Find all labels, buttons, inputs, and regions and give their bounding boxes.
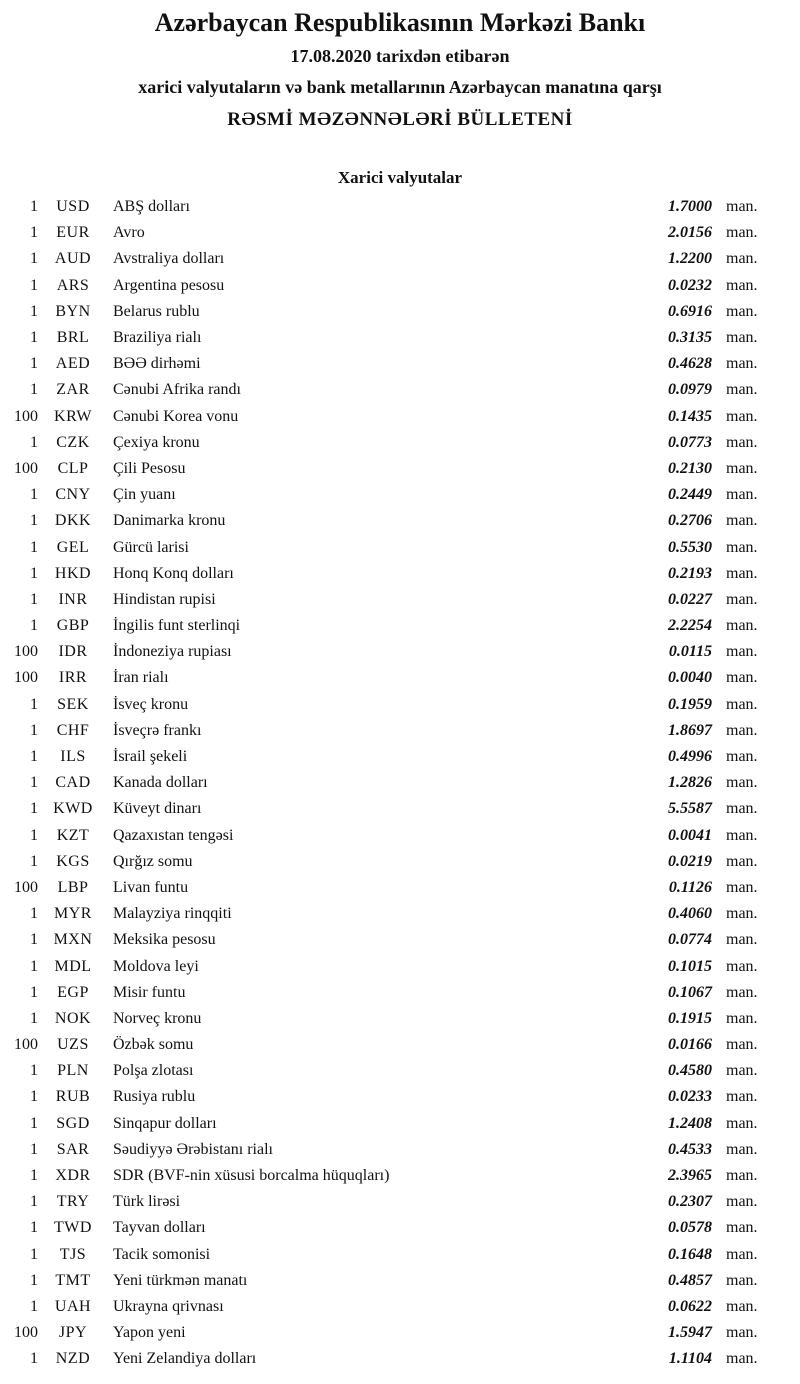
currency-code-cell: KZT xyxy=(56,826,90,844)
rate-cell: 0.0979 xyxy=(668,381,712,399)
nominal-cell: 1 xyxy=(30,486,38,504)
rate-cell: 1.2408 xyxy=(668,1114,712,1132)
currency-name-cell: Yapon yeni xyxy=(113,1324,186,1342)
unit-cell: man. xyxy=(726,302,758,320)
currency-name-cell: Küveyt dinarı xyxy=(113,800,202,818)
nominal-cell: 1 xyxy=(30,381,38,399)
currency-name-cell: Cənubi Afrika randı xyxy=(113,381,241,399)
rate-cell: 1.1104 xyxy=(668,1350,712,1368)
bulletin-header xyxy=(0,0,800,137)
rate-cell: 0.3135 xyxy=(668,329,712,347)
table-row xyxy=(0,194,800,220)
currency-name-cell: Avstraliya dolları xyxy=(113,250,225,268)
table-row xyxy=(0,718,800,744)
unit-cell: man. xyxy=(726,1088,758,1106)
unit-cell: man. xyxy=(726,250,758,268)
nominal-cell: 1 xyxy=(30,1167,38,1185)
table-row xyxy=(0,692,800,718)
unit-cell: man. xyxy=(726,1271,758,1289)
bulletin-title: RƏSMİ MƏZƏNNƏLƏRİ BÜLLETENİ xyxy=(227,109,573,130)
currency-code-cell: MXN xyxy=(53,931,93,949)
bulletin-subtitle: xarici valyutaların və bank metallarının Azərbaycan manatına qarşı xyxy=(138,77,662,97)
table-row xyxy=(0,980,800,1006)
currency-name-cell: İsveçrə frankı xyxy=(113,721,202,739)
currency-name-cell: BƏƏ dirhəmi xyxy=(113,355,201,373)
table-row xyxy=(0,430,800,456)
unit-cell: man. xyxy=(726,695,758,713)
table-row xyxy=(0,1163,800,1189)
table-row xyxy=(0,613,800,639)
currency-code-cell: BYN xyxy=(55,302,91,320)
rate-cell: 0.2193 xyxy=(668,564,712,582)
currency-code-cell: TJS xyxy=(59,1245,87,1263)
unit-cell: man. xyxy=(726,538,758,556)
currency-code-cell: RUB xyxy=(55,1088,91,1106)
currency-code-cell: UAH xyxy=(54,1297,92,1315)
currency-name-cell: Cənubi Korea vonu xyxy=(113,407,239,425)
table-row xyxy=(0,299,800,325)
currency-name-cell: Çili Pesosu xyxy=(113,459,186,477)
rate-cell: 0.4580 xyxy=(668,1062,712,1080)
currency-name-cell: Yeni türkmən manatı xyxy=(113,1271,248,1289)
currency-code-cell: INR xyxy=(58,590,88,608)
currency-name-cell: İran rialı xyxy=(113,669,169,687)
nominal-cell: 1 xyxy=(30,1271,38,1289)
table-row xyxy=(0,665,800,691)
currency-code-cell: CAD xyxy=(55,774,91,792)
currency-code-cell: IDR xyxy=(58,643,88,661)
nominal-cell: 100 xyxy=(14,1036,38,1054)
currency-code-cell: XDR xyxy=(55,1167,91,1185)
rate-cell: 2.3965 xyxy=(668,1167,712,1185)
nominal-cell: 1 xyxy=(30,931,38,949)
unit-cell: man. xyxy=(726,669,758,687)
currency-code-cell: AED xyxy=(55,355,91,373)
rate-cell: 5.5587 xyxy=(668,800,712,818)
table-row xyxy=(0,534,800,560)
table-row xyxy=(0,1137,800,1163)
nominal-cell: 1 xyxy=(30,564,38,582)
currency-name-cell: Səudiyyə Ərəbistanı rialı xyxy=(113,1140,273,1158)
table-row xyxy=(0,404,800,430)
rate-cell: 0.4060 xyxy=(668,905,712,923)
nominal-cell: 1 xyxy=(30,774,38,792)
currency-code-cell: TRY xyxy=(56,1193,90,1211)
unit-cell: man. xyxy=(726,1114,758,1132)
unit-cell: man. xyxy=(726,1219,758,1237)
table-row xyxy=(0,796,800,822)
currency-name-cell: Ukrayna qrivnası xyxy=(113,1297,224,1315)
nominal-cell: 1 xyxy=(30,1193,38,1211)
unit-cell: man. xyxy=(726,617,758,635)
rate-cell: 0.4996 xyxy=(668,748,712,766)
nominal-cell: 1 xyxy=(30,617,38,635)
currency-name-cell: Argentina pesosu xyxy=(113,276,225,294)
currency-code-cell: CNY xyxy=(55,486,91,504)
currency-code-cell: JPY xyxy=(58,1324,88,1342)
nominal-cell: 1 xyxy=(30,538,38,556)
unit-cell: man. xyxy=(726,748,758,766)
section-title-foreign-currencies: Xarici valyutalar xyxy=(337,168,463,187)
rate-cell: 0.0219 xyxy=(668,852,712,870)
nominal-cell: 1 xyxy=(30,329,38,347)
currency-name-cell: Kanada dolları xyxy=(113,774,208,792)
unit-cell: man. xyxy=(726,459,758,477)
rate-cell: 0.6916 xyxy=(668,302,712,320)
nominal-cell: 1 xyxy=(30,224,38,242)
table-row xyxy=(0,508,800,534)
currency-name-cell: Belarus rublu xyxy=(113,302,200,320)
table-row xyxy=(0,927,800,953)
currency-code-cell: CZK xyxy=(56,433,90,451)
currency-code-cell: HKD xyxy=(54,564,92,582)
currency-code-cell: ZAR xyxy=(56,381,90,399)
unit-cell: man. xyxy=(726,1167,758,1185)
currency-code-cell: TMT xyxy=(55,1271,91,1289)
currency-name-cell: Çin yuanı xyxy=(113,486,176,504)
unit-cell: man. xyxy=(726,1245,758,1263)
currency-code-cell: MYR xyxy=(54,905,92,923)
currency-code-cell: NOK xyxy=(54,1009,92,1027)
currency-name-cell: İndoneziya rupiası xyxy=(113,643,232,661)
rate-cell: 0.1915 xyxy=(668,1009,712,1027)
table-row xyxy=(0,273,800,299)
unit-cell: man. xyxy=(726,1062,758,1080)
table-row xyxy=(0,246,800,272)
table-row xyxy=(0,1032,800,1058)
table-row xyxy=(0,1242,800,1268)
table-row xyxy=(0,823,800,849)
rate-cell: 0.4533 xyxy=(668,1140,712,1158)
nominal-cell: 100 xyxy=(14,878,38,896)
nominal-cell: 1 xyxy=(30,512,38,530)
unit-cell: man. xyxy=(726,721,758,739)
rate-cell: 0.1015 xyxy=(668,957,712,975)
nominal-cell: 1 xyxy=(30,1009,38,1027)
currency-code-cell: EGP xyxy=(57,983,89,1001)
rate-cell: 0.2307 xyxy=(668,1193,712,1211)
unit-cell: man. xyxy=(726,905,758,923)
rate-cell: 0.0773 xyxy=(668,433,712,451)
rate-cell: 0.0115 xyxy=(668,643,712,661)
currency-code-cell: SGD xyxy=(56,1114,90,1132)
table-row xyxy=(0,587,800,613)
currency-name-cell: Misir funtu xyxy=(113,983,186,1001)
currency-code-cell: CHF xyxy=(56,721,90,739)
unit-cell: man. xyxy=(726,329,758,347)
rate-cell: 0.0227 xyxy=(668,590,712,608)
nominal-cell: 100 xyxy=(14,669,38,687)
unit-cell: man. xyxy=(726,564,758,582)
nominal-cell: 1 xyxy=(30,852,38,870)
currency-name-cell: Moldova leyi xyxy=(113,957,199,975)
currency-code-cell: BRL xyxy=(56,329,90,347)
currency-code-cell: ARS xyxy=(56,276,90,294)
table-row xyxy=(0,351,800,377)
table-row xyxy=(0,1189,800,1215)
table-row xyxy=(0,1320,800,1346)
currency-name-cell: Livan funtu xyxy=(113,878,189,896)
currency-name-cell: Gürcü larisi xyxy=(113,538,189,556)
nominal-cell: 1 xyxy=(30,1062,38,1080)
currency-code-cell: ILS xyxy=(60,748,86,766)
unit-cell: man. xyxy=(726,931,758,949)
nominal-cell: 1 xyxy=(30,433,38,451)
currency-name-cell: Hindistan rupisi xyxy=(113,590,216,608)
unit-cell: man. xyxy=(726,1324,758,1342)
nominal-cell: 100 xyxy=(14,407,38,425)
currency-code-cell: USD xyxy=(56,198,90,216)
currency-name-cell: İsrail şekeli xyxy=(113,748,188,766)
currency-code-cell: AUD xyxy=(54,250,92,268)
rate-cell: 0.0040 xyxy=(668,669,712,687)
nominal-cell: 1 xyxy=(30,748,38,766)
nominal-cell: 1 xyxy=(30,276,38,294)
rate-cell: 0.0233 xyxy=(668,1088,712,1106)
table-row xyxy=(0,744,800,770)
table-row xyxy=(0,849,800,875)
currency-code-cell: KRW xyxy=(54,407,92,425)
rate-cell: 0.2130 xyxy=(668,459,712,477)
table-row xyxy=(0,875,800,901)
currency-code-cell: KWD xyxy=(53,800,93,818)
currency-name-cell: SDR (BVF-nin xüsusi borcalma hüquqları) xyxy=(113,1167,390,1185)
nominal-cell: 1 xyxy=(30,198,38,216)
rate-cell: 0.2706 xyxy=(668,512,712,530)
unit-cell: man. xyxy=(726,1036,758,1054)
currency-code-cell: LBP xyxy=(57,878,89,896)
currency-code-cell: GBP xyxy=(56,617,90,635)
currency-code-cell: SAR xyxy=(56,1140,90,1158)
rate-cell: 2.0156 xyxy=(668,224,712,242)
unit-cell: man. xyxy=(726,878,758,896)
unit-cell: man. xyxy=(726,774,758,792)
unit-cell: man. xyxy=(726,433,758,451)
rate-cell: 1.2826 xyxy=(668,774,712,792)
currency-name-cell: Türk lirəsi xyxy=(113,1193,181,1211)
nominal-cell: 1 xyxy=(30,800,38,818)
nominal-cell: 1 xyxy=(30,695,38,713)
currency-name-cell: Honq Konq dolları xyxy=(113,564,234,582)
table-row xyxy=(0,639,800,665)
nominal-cell: 1 xyxy=(30,905,38,923)
nominal-cell: 1 xyxy=(30,250,38,268)
currency-name-cell: ABŞ dolları xyxy=(113,198,190,216)
nominal-cell: 1 xyxy=(30,1219,38,1237)
table-row xyxy=(0,1294,800,1320)
rate-cell: 0.1435 xyxy=(668,407,712,425)
rate-cell: 0.5530 xyxy=(668,538,712,556)
table-row xyxy=(0,377,800,403)
currency-name-cell: Polşa zlotası xyxy=(113,1062,194,1080)
unit-cell: man. xyxy=(726,381,758,399)
unit-cell: man. xyxy=(726,355,758,373)
currency-name-cell: Qırğız somu xyxy=(113,852,193,870)
currency-code-cell: KGS xyxy=(56,852,90,870)
rate-cell: 0.0166 xyxy=(668,1036,712,1054)
table-row xyxy=(0,1215,800,1241)
unit-cell: man. xyxy=(726,1297,758,1315)
currency-code-cell: GEL xyxy=(56,538,90,556)
nominal-cell: 1 xyxy=(30,590,38,608)
currency-name-cell: Malayziya rinqqiti xyxy=(113,905,232,923)
rate-cell: 0.1126 xyxy=(668,878,712,896)
currency-name-cell: Norveç kronu xyxy=(113,1009,202,1027)
currency-name-cell: Tacik somonisi xyxy=(113,1245,211,1263)
rate-cell: 1.7000 xyxy=(668,198,712,216)
unit-cell: man. xyxy=(726,800,758,818)
rate-cell: 0.1648 xyxy=(668,1245,712,1263)
rate-cell: 0.4628 xyxy=(668,355,712,373)
currency-name-cell: Özbək somu xyxy=(113,1036,194,1054)
table-row xyxy=(0,770,800,796)
currency-name-cell: Sinqapur dolları xyxy=(113,1114,217,1132)
table-row xyxy=(0,1058,800,1084)
nominal-cell: 1 xyxy=(30,957,38,975)
nominal-cell: 1 xyxy=(30,1245,38,1263)
currency-name-cell: Meksika pesosu xyxy=(113,931,216,949)
unit-cell: man. xyxy=(726,1009,758,1027)
table-row xyxy=(0,901,800,927)
nominal-cell: 1 xyxy=(30,355,38,373)
rate-cell: 1.5947 xyxy=(668,1324,712,1342)
table-row xyxy=(0,1006,800,1032)
currency-name-cell: Avro xyxy=(113,224,145,242)
currency-code-cell: EUR xyxy=(56,224,90,242)
currency-code-cell: SEK xyxy=(57,695,89,713)
currency-name-cell: Danimarka kronu xyxy=(113,512,226,530)
rate-cell: 0.0041 xyxy=(668,826,712,844)
unit-cell: man. xyxy=(726,852,758,870)
nominal-cell: 100 xyxy=(14,1324,38,1342)
currency-name-cell: Tayvan dolları xyxy=(113,1219,206,1237)
nominal-cell: 1 xyxy=(30,983,38,1001)
unit-cell: man. xyxy=(726,198,758,216)
nominal-cell: 100 xyxy=(14,459,38,477)
unit-cell: man. xyxy=(726,590,758,608)
currency-name-cell: Braziliya rialı xyxy=(113,329,202,347)
rate-cell: 0.4857 xyxy=(668,1271,712,1289)
rate-cell: 0.0578 xyxy=(668,1219,712,1237)
rate-cell: 0.1067 xyxy=(668,983,712,1001)
currency-code-cell: PLN xyxy=(57,1062,89,1080)
unit-cell: man. xyxy=(726,643,758,661)
currency-code-cell: IRR xyxy=(58,669,88,687)
unit-cell: man. xyxy=(726,512,758,530)
table-row xyxy=(0,482,800,508)
nominal-cell: 1 xyxy=(30,1297,38,1315)
currency-code-cell: MDL xyxy=(54,957,92,975)
table-row xyxy=(0,561,800,587)
table-row xyxy=(0,456,800,482)
unit-cell: man. xyxy=(726,486,758,504)
table-row xyxy=(0,1268,800,1294)
rates-table xyxy=(0,194,800,1372)
unit-cell: man. xyxy=(726,224,758,242)
unit-cell: man. xyxy=(726,826,758,844)
unit-cell: man. xyxy=(726,407,758,425)
currency-name-cell: Çexiya kronu xyxy=(113,433,200,451)
nominal-cell: 1 xyxy=(30,1350,38,1368)
table-row xyxy=(0,1346,800,1372)
currency-code-cell: NZD xyxy=(55,1350,91,1368)
unit-cell: man. xyxy=(726,1350,758,1368)
nominal-cell: 1 xyxy=(30,826,38,844)
table-row xyxy=(0,1084,800,1110)
nominal-cell: 1 xyxy=(30,1088,38,1106)
currency-name-cell: Qazaxıstan tengəsi xyxy=(113,826,234,844)
table-row xyxy=(0,220,800,246)
rate-cell: 0.0232 xyxy=(668,276,712,294)
effective-date-line: 17.08.2020 tarixdən etibarən xyxy=(290,46,510,66)
currency-code-cell: CLP xyxy=(57,459,89,477)
currency-code-cell: UZS xyxy=(57,1036,89,1054)
rate-cell: 1.2200 xyxy=(668,250,712,268)
currency-name-cell: İsveç kronu xyxy=(113,695,189,713)
unit-cell: man. xyxy=(726,1193,758,1211)
currency-name-cell: Yeni Zelandiya dolları xyxy=(113,1350,257,1368)
currency-code-cell: TWD xyxy=(54,1219,92,1237)
nominal-cell: 1 xyxy=(30,1140,38,1158)
table-row xyxy=(0,1111,800,1137)
unit-cell: man. xyxy=(726,276,758,294)
unit-cell: man. xyxy=(726,983,758,1001)
rate-cell: 0.0622 xyxy=(668,1297,712,1315)
bank-title: Azərbaycan Respublikasının Mərkəzi Bankı xyxy=(154,8,646,37)
rate-cell: 0.0774 xyxy=(668,931,712,949)
rate-cell: 1.8697 xyxy=(668,721,712,739)
table-row xyxy=(0,953,800,979)
currency-name-cell: İngilis funt sterlinqi xyxy=(113,617,241,635)
nominal-cell: 100 xyxy=(14,643,38,661)
nominal-cell: 1 xyxy=(30,1114,38,1132)
currency-code-cell: DKK xyxy=(54,512,92,530)
nominal-cell: 1 xyxy=(30,721,38,739)
rate-cell: 2.2254 xyxy=(668,617,712,635)
unit-cell: man. xyxy=(726,957,758,975)
rate-cell: 0.1959 xyxy=(668,695,712,713)
rate-cell: 0.2449 xyxy=(668,486,712,504)
table-row xyxy=(0,325,800,351)
unit-cell: man. xyxy=(726,1140,758,1158)
nominal-cell: 1 xyxy=(30,302,38,320)
currency-name-cell: Rusiya rublu xyxy=(113,1088,196,1106)
